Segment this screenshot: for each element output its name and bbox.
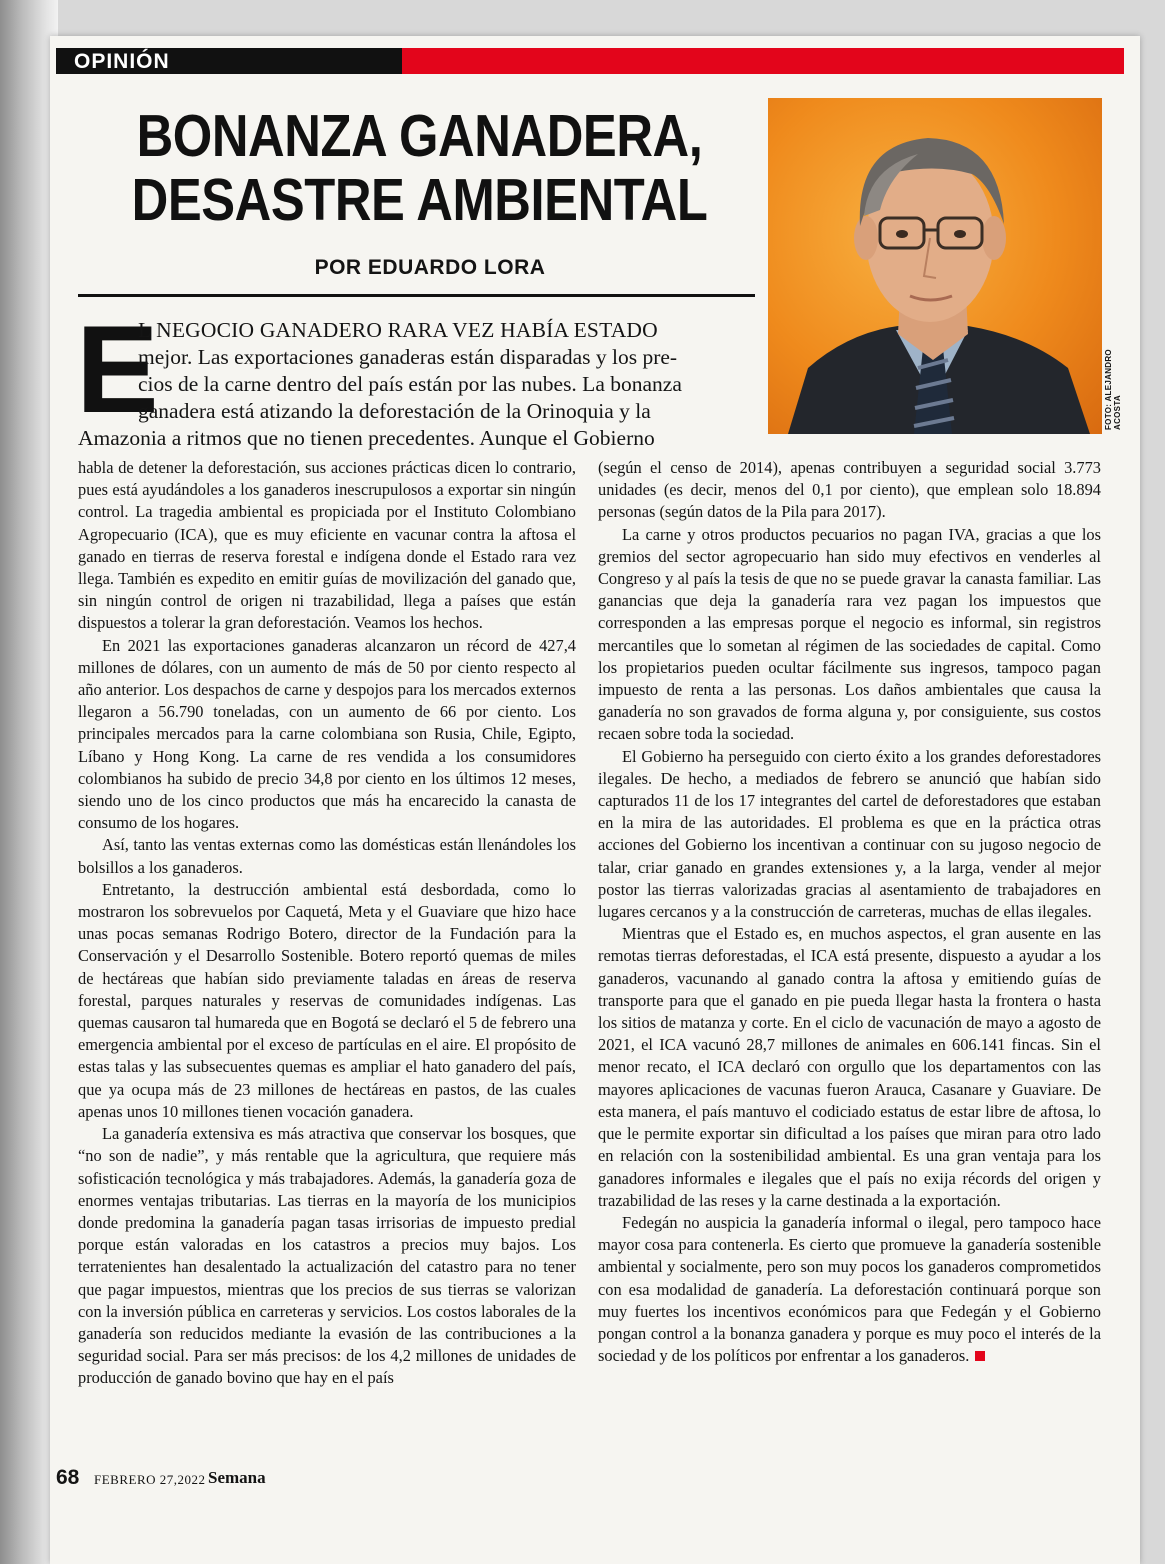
body-column-right	[598, 457, 1101, 1367]
section-header-bar	[56, 48, 1124, 74]
body-paragraph: Mientras que el Estado es, en muchos aspectos, el gran ausente en las remotas tierras deforestadas, el ICA está presente, dispuesto a ayudar a los ganaderos, vacunando al ganado contra la aftosa y emitiendo guías de transporte para que el ganado en pie pueda llegar hasta la frontera o hasta los sitios de matanza y corte. En el ciclo de vacunación de mayo a agosto de 2021, el ICA vacunó 28,7 millones de animales en 606.141 fincas. Sin el menor recato, el ICA declaró con orgullo que los departamentos con las mayores aplicaciones de vacunas fueron Arauca, Casanare y Guaviare. De esta manera, el país mantuvo el codiciado estatus de estar libre de aftosa, lo que le permite exportar sin dificultad a los países que miran para otro lado en relación con la sostenibilidad ambiental. Es una gran ventaja para los ganadores informales e ilegales que el país no exija récords del origen y trazabilidad de las reses y la carne destinada a la exportación.	[598, 924, 1101, 1210]
headline-line-1: BONANZA GANADERA,	[136, 103, 703, 169]
author-photo	[768, 98, 1102, 434]
lead-line-5: Amazonia a ritmos que no tienen precedentes. Aunque el Gobierno	[78, 426, 655, 450]
issue-date: FEBRERO 27,2022	[94, 1472, 206, 1487]
section-label: OPINIÓN	[74, 50, 170, 73]
body-paragraph: En 2021 las exportaciones ganaderas alcanzaron un récord de 427,4 millones de dólares, con un aumento de más de 50 por ciento respecto al año anterior. Los despachos de carne y despojos para los mercados externos llegaron a 56.790 toneladas, con un aumento de 66 por ciento. Los principales mercados para la carne colombiana son Rusia, Chile, Egipto, Líbano y Hong Kong. La carne de res vendida a los consumidores colombianos ha subido de precio 34,8 por ciento en los últimos 12 meses, siendo uno de los cinco productos que más ha encarecido la canasta de consumo de los hogares.	[78, 635, 576, 833]
section-header-red-stripe	[402, 48, 1124, 74]
headline	[121, 104, 719, 232]
headline-line-2: DESASTRE AMBIENTAL	[131, 167, 708, 233]
lead-line-2: mejor. Las exportaciones ganaderas están disparadas y los pre-	[138, 345, 678, 369]
byline: POR EDUARDO LORA	[314, 256, 546, 279]
body-paragraph: habla de detener la deforestación, sus acciones prácticas dicen lo contrario, pues está ayudándoles a los ganaderos inescrupulosos a exportar sin ningún control. La tragedia ambiental es propiciada por el Instituto Colombiano Agropecuario (ICA), que es muy eficiente en vacunar contra la aftosa el ganado en tierras de reserva forestal e indígena donde el Estado rara vez llega. También es expedito en emitir guías de movilización del ganado que, sin ningún control de origen ni trazabilidad, llega a países que están dispuestos a tolerar la gran deforestación. Veamos los hechos.	[78, 458, 576, 633]
headline-rule	[78, 294, 755, 297]
body-paragraph: La carne y otros productos pecuarios no pagan IVA, gracias a que los gremios del sector agropecuario han sido muy efectivos en venderles al Congreso y al país la tesis de que no se puede gravar la canasta familiar. Las ganancias que deja la ganadería rara vez pagan los impuestos que corresponden a las empresas porque el negocio es informal, sin registros mercantiles que lo sometan al régimen de las sociedades de capital. Como los propietarios pueden ocultar fácilmente sus ingresos, tampoco pagan impuesto de renta a las personas. Los daños ambientales que causa la ganadería no son gravados de forma alguna y, por consiguiente, sus costos recaen sobre toda la sociedad.	[598, 524, 1101, 744]
body-column-left	[78, 457, 576, 1390]
lead-line-3: cios de la carne dentro del país están por las nubes. La bonanza	[138, 372, 682, 396]
photo-credit: FOTO: ALEJANDRO ACOSTA	[1104, 349, 1122, 430]
body-paragraph: El Gobierno ha perseguido con cierto éxito a los grandes deforestadores ilegales. De hecho, a mediados de febrero se anunció que habían sido capturados 11 de los 17 integrantes del cartel de deforestadores que estaban en la mira de las autoridades. El problema es que en la práctica otras acciones del Gobierno los incentivan a continuar con su jugoso negocio de talar, criar ganado en grandes extensiones y, a la larga, vender al mejor postor las tierras valorizadas gracias al asentamiento de trabajadores en lugares cercanos y a la construcción de carreteras, muchas de ellas ilegales.	[598, 746, 1101, 922]
body-paragraph-final	[598, 1212, 1101, 1367]
drop-cap: E	[76, 301, 159, 439]
body-paragraph: (según el censo de 2014), apenas contribuyen a seguridad social 3.773 unidades (es decir, menos del 0,1 por ciento), que emplean solo 18.894 personas (según datos de la Pila para 2017).	[598, 458, 1101, 522]
end-of-article-mark-icon	[975, 1351, 985, 1361]
body-paragraph: La ganadería extensiva es más atractiva que conservar los bosques, que “no son de nadie”, y más rentable que la agricultura, que requiere más sofisticación tecnológica y más trabajadores. Además, la ganadería goza de enormes ventajas tributarias. Las tierras en la mayoría de los municipios donde predomina la ganadería pagan tasas irrisorias de impuesto predial porque están valoradas en los catastros a precios muy bajos. Los terratenientes han desalentado la actualización del catastro para no tener que pagar impuestos, mientras que los precios de sus tierras se valorizan con la inversión pública en carreteras y servicios. Los costos laborales de la ganadería son reducidos mediante la evasión de las contribuciones a la seguridad social. Para ser más precisos: de los 4,2 millones de unidades de producción de ganado bovino que hay en el país	[78, 1124, 576, 1388]
lead-line-4: ganadera está atizando la deforestación de la Orinoquia y la	[138, 399, 651, 423]
page-number: 68	[56, 1466, 80, 1489]
body-paragraph-final-text: Fedegán no auspicia la ganadería informal o ilegal, pero tampoco hace mayor cosa para contenerla. Es cierto que promueve la ganadería sostenible ambiental y socialmente, pero son muy pocos los ganaderos comprometidos con esa modalidad de ganadería. La deforestación continuará porque son muy fuertes los incentivos económicos para que Fedegán y el Gobierno pongan control a la bonanza ganadera y porque es muy poco el interés de la sociedad y de los políticos por enfrentar a los ganaderos.	[598, 1212, 1101, 1366]
body-paragraph: Así, tanto las ventas externas como las domésticas están llenándoles los bolsillos a los ganaderos.	[78, 835, 576, 877]
magazine-name: Semana	[208, 1468, 266, 1487]
author-portrait-illustration	[768, 98, 1102, 434]
lead-line-1: L NEGOCIO GANADERO RARA VEZ HABÍA ESTADO	[138, 318, 658, 342]
body-paragraph: Entretanto, la destrucción ambiental está desbordada, como lo mostraron los sobrevuelos por Caquetá, Meta y el Guaviare que hizo hace unas pocas semanas Rodrigo Botero, director de la Fundación para la Conservación y el Desarrollo Sostenible. Botero reportó quemas de miles de hectáreas que habían sido previamente taladas en áreas de reserva forestal, parques naturales y reservas de comunidades indígenas. Las quemas causaron tal humareda que en Bogotá se declaró el 5 de febrero una emergencia ambiental por el exceso de partículas en el aire. El propósito de estas talas y las subsecuentes quemas es ampliar el hato ganadero del país, que ya ocupa más de 23 millones de hectáreas en pastos, de las cuales apenas unos 10 millones tienen vocación ganadera.	[78, 879, 576, 1121]
